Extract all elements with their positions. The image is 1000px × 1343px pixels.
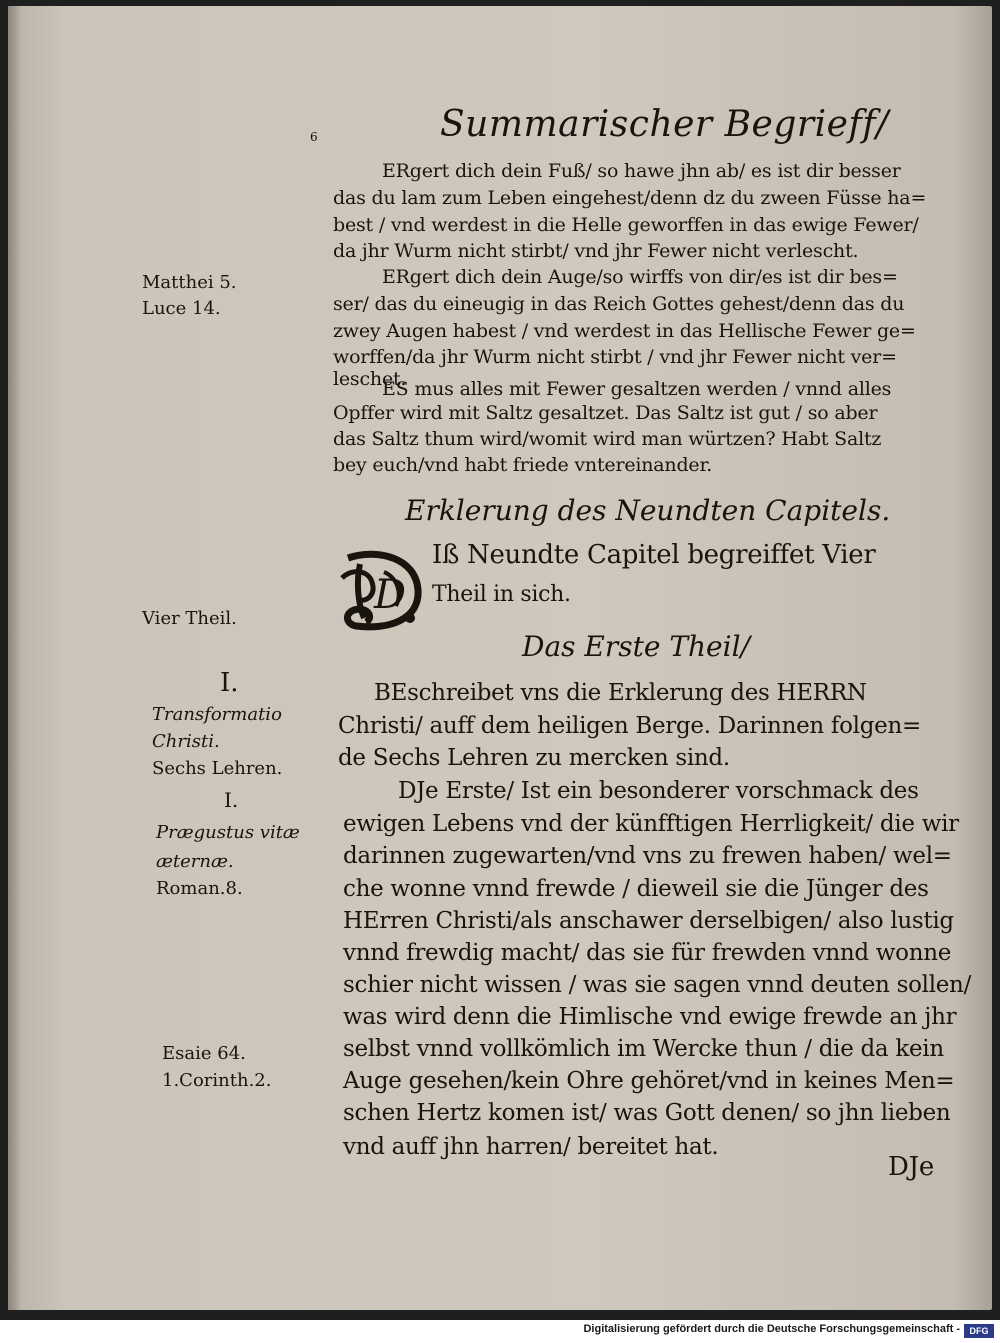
section-heading: Das Erste Theil/ bbox=[522, 630, 750, 663]
intro-line: Iß Neundte Capitel begreiffet Vier bbox=[432, 540, 876, 570]
summary-line: worffen/da jhr Wurm nicht stirbt / vnd jhr Fewer nicht ver= bbox=[333, 346, 897, 368]
footer-credit: Digitalisierung gefördert durch die Deutsche Forschungsgemeinschaft - bbox=[583, 1323, 960, 1335]
summary-line: bey euch/vnd habt friede vntereinander. bbox=[333, 454, 713, 476]
summary-line: ES mus alles mit Fewer gesaltzen werden / vnnd alles bbox=[382, 378, 892, 400]
summary-line: zwey Augen habest / vnd werdest in das Hellische Fewer ge= bbox=[333, 320, 916, 342]
margin-note: Vier Theil. bbox=[142, 608, 237, 629]
body-line: selbst vnnd vollkömlich im Wercke thun / die da kein bbox=[343, 1036, 944, 1062]
margin-numeral: I. bbox=[224, 788, 239, 812]
summary-line: das Saltz thum wird/womit wird man würtzen? Habt Saltz bbox=[333, 428, 882, 450]
summary-line: da jhr Wurm nicht stirbt/ vnd jhr Fewer nicht verlescht. bbox=[333, 240, 859, 262]
body-line: Auge gesehen/kein Ohre gehöret/vnd in keines Men= bbox=[343, 1068, 955, 1094]
summary-line: ser/ das du eineugig in das Reich Gottes gehest/denn das du bbox=[333, 293, 905, 315]
dropcap-ornament bbox=[338, 548, 428, 632]
margin-note: Prægustus vitæ bbox=[156, 822, 300, 843]
page-gutter-shadow bbox=[8, 6, 22, 1310]
margin-note: Luce 14. bbox=[142, 298, 221, 319]
margin-note: Transformatio bbox=[152, 704, 282, 725]
body-line: darinnen zugewarten/vnd vns zu frewen haben/ wel= bbox=[343, 843, 952, 869]
body-line: de Sechs Lehren zu mercken sind. bbox=[338, 745, 730, 771]
summary-line: ERgert dich dein Fuß/ so hawe jhn ab/ es ist dir besser bbox=[382, 160, 901, 182]
summary-line: leschet. bbox=[333, 368, 407, 390]
margin-note: Roman.8. bbox=[156, 878, 243, 899]
summary-line: das du lam zum Leben eingehest/denn dz du zween Füsse ha= bbox=[333, 187, 927, 209]
intro-line: Theil in sich. bbox=[432, 582, 571, 607]
margin-numeral: I. bbox=[220, 668, 239, 698]
body-line: DJe Erste/ Ist ein besonderer vorschmack des bbox=[398, 778, 919, 804]
dfg-logo: DFG bbox=[964, 1324, 994, 1338]
body-line: vnnd frewdig macht/ das sie für frewden vnnd wonne bbox=[343, 940, 952, 966]
body-line: schen Hertz komen ist/ was Gott denen/ so jhn lieben bbox=[343, 1100, 951, 1126]
body-line: BEschreibet vns die Erklerung des HERRN bbox=[374, 680, 867, 706]
body-line: HErren Christi/als anschawer derselbigen/ also lustig bbox=[343, 908, 954, 934]
margin-note: Sechs Lehren. bbox=[152, 758, 283, 779]
page-mark: 6 bbox=[310, 130, 318, 144]
summary-line: ERgert dich dein Auge/so wirffs von dir/es ist dir bes= bbox=[382, 266, 898, 288]
summary-line: best / vnd werdest in die Helle geworffen in das ewige Fewer/ bbox=[333, 214, 919, 236]
dropcap-letter: D bbox=[374, 572, 407, 618]
summary-heading: Summarischer Begrieff/ bbox=[440, 104, 889, 145]
margin-note: æternæ. bbox=[156, 851, 234, 872]
margin-note: Matthei 5. bbox=[142, 272, 237, 293]
footer-bar bbox=[0, 1320, 1000, 1343]
body-line: che wonne vnnd frewde / dieweil sie die Jünger des bbox=[343, 876, 929, 902]
body-line: vnd auff jhn harren/ bereitet hat. bbox=[343, 1134, 719, 1160]
catchword: DJe bbox=[888, 1152, 935, 1182]
body-line: was wird denn die Himlische vnd ewige frewde an jhr bbox=[343, 1004, 957, 1030]
summary-line: Opffer wird mit Saltz gesaltzet. Das Saltz ist gut / so aber bbox=[333, 402, 878, 424]
margin-note: Christi. bbox=[152, 731, 220, 752]
body-line: ewigen Lebens vnd der künfftigen Herrligkeit/ die wir bbox=[343, 811, 959, 837]
margin-note: Esaie 64. bbox=[162, 1043, 246, 1064]
margin-note: 1.Corinth.2. bbox=[162, 1070, 272, 1091]
body-line: Christi/ auff dem heiligen Berge. Darinnen folgen= bbox=[338, 713, 921, 739]
body-line: schier nicht wissen / was sie sagen vnnd deuten sollen/ bbox=[343, 972, 972, 998]
chapter-heading: Erklerung des Neundten Capitels. bbox=[405, 494, 891, 527]
